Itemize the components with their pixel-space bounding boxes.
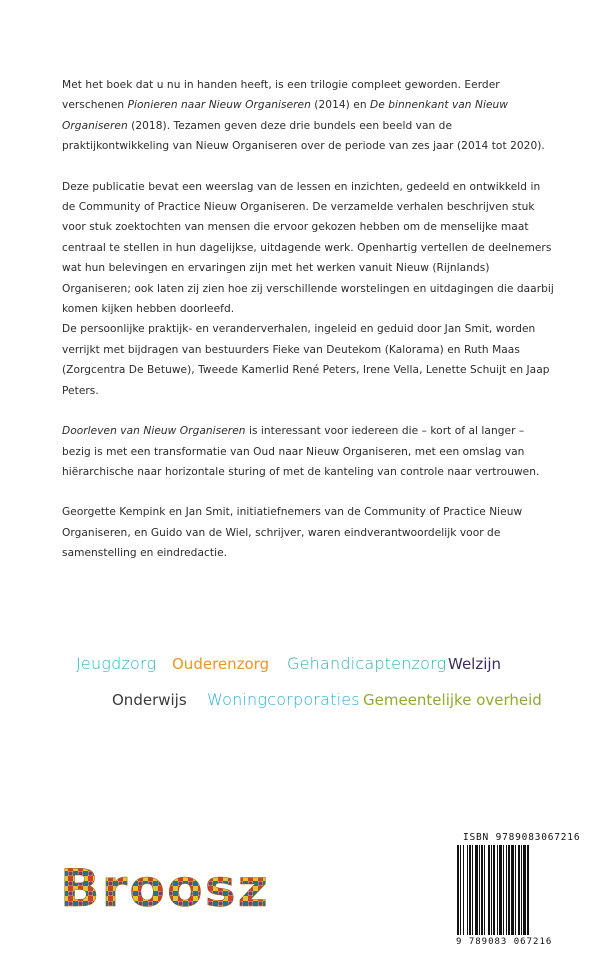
tag-gehandicaptenzorg: Gehandicaptenzorg: [287, 654, 447, 673]
tag-jeugdzorg: Jeugdzorg: [76, 654, 157, 673]
barcode-bar: [521, 845, 522, 935]
barcode-bar: [467, 845, 468, 935]
book-title-doorleven: Doorleven van Nieuw Organiseren: [62, 425, 246, 438]
barcode-bar: [481, 845, 483, 935]
paragraph-editors: Georgette Kempink en Jan Smit, initiatiefnemers van de Community of Practice Nieuw Organiseren, en Guido van de Wiel, schrijver, waren eindverantwoordelijk voor de samenstelling en eindredactie.: [62, 506, 523, 560]
barcode-bar: [469, 845, 471, 935]
tag-welzijn: Welzijn: [448, 655, 502, 673]
barcode-bar: [475, 845, 478, 935]
barcode-bar: [488, 845, 490, 935]
barcode-bar: [506, 845, 507, 935]
publisher-name: Broosz: [60, 859, 270, 919]
barcode-bar: [497, 845, 498, 935]
barcode-bar: [493, 845, 495, 935]
publisher-logo: [58, 856, 270, 919]
barcode-bar: [463, 845, 464, 935]
barcode-bar: [527, 845, 529, 935]
paragraph-intro: Met het boek dat u nu in handen heeft, is een trilogie compleet geworden. Eerder verschenen Pionieren naar Nieuw Organiseren (2014) en De binnenkant van Nieuw Organiseren (2018). Tezamen geven deze drie bundels een beeld van de praktijkontwikkeling van Nieuw Organiseren over de periode van zes jaar (2014 tot 2020).: [62, 79, 545, 153]
barcode-bar: [515, 845, 516, 935]
barcode-bar: [472, 845, 473, 935]
tag-woningcorporaties: Woningcorporaties: [207, 690, 360, 709]
tag-onderwijs: Onderwijs: [112, 691, 187, 709]
broosz-logo-icon: [58, 856, 270, 919]
barcode-bar: [479, 845, 480, 935]
barcode-bar: [491, 845, 492, 935]
paragraph-publication: Deze publicatie bevat een weerslag van de lessen en inzichten, gedeeld en ontwikkeld in de Community of Practice Nieuw Organiseren. De verzamelde verhalen beschrijven stuk voor stuk zoektochten van mensen die ervoor gekozen hebben om de menselijke maat centraal te stellen in hun dagelijkse, uitdagende werk. Openhartig vertellen de deelnemers wat hun belevingen en ervaringen zijn met het werken vanuit Nieuw (Rijnlands) Organiseren; ook laten zij zien hoe zij verschillende worstelingen en uitdagingen die daarbij komen kijken hebben doorleefd.: [62, 180, 554, 316]
barcode-bar: [460, 845, 461, 935]
isbn-label: ISBN 9789083067216: [463, 832, 581, 843]
isbn-digits: 9 789083 067216: [456, 937, 553, 947]
back-cover-text: [62, 75, 554, 584]
tag-ouderenzorg: Ouderenzorg: [172, 655, 270, 673]
barcode-bar: [484, 845, 485, 935]
book-title-pionieren: Pionieren naar Nieuw Organiseren: [127, 99, 311, 112]
barcode-bar: [518, 845, 520, 935]
book-title-binnenkant: De binnenkant van Nieuw Organiseren: [62, 99, 509, 132]
barcode-bar: [511, 845, 514, 935]
paragraph-contributors: De persoonlijke praktijk- en veranderverhalen, ingeleid en geduid door Jan Smit, worden verrijkt met bijdragen van bestuurders Fieke van Deutekom (Kalorama) en Ruth Maas (Zorgcentra De Betuwe), Tweede Kamerlid René Peters, Irene Vella, Lenette Schuijt en Jaap Peters.: [62, 323, 550, 397]
paragraph-audience: Doorleven van Nieuw Organiseren is interessant voor iedereen die – kort of al langer – bezig is met een transformatie van Oud naar Nieuw Organiseren, met een omslag van hiërarchische naar horizontale sturing of met de kanteling van controle naar vertrouwen.: [62, 425, 540, 478]
barcode-bar: [503, 845, 504, 935]
barcode-bar: [457, 845, 459, 935]
barcode-bar: [508, 845, 510, 935]
tag-gemeentelijke-overheid: Gemeentelijke overheid: [363, 691, 542, 709]
barcode-icon: [456, 845, 558, 935]
barcode-bar: [523, 845, 526, 935]
barcode-bar: [499, 845, 502, 935]
